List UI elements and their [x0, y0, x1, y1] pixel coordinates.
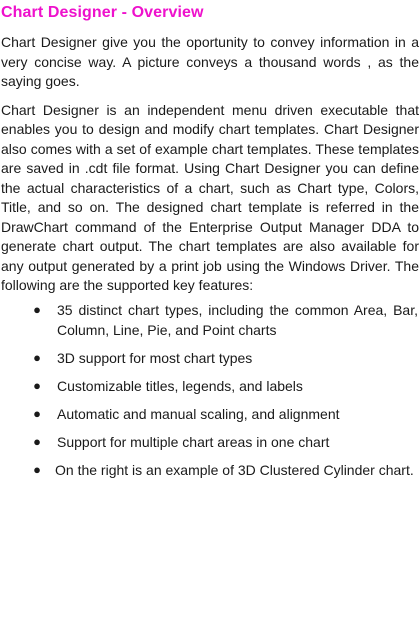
feature-item: [0, 300, 420, 340]
page-title: Chart Designer - Overview: [1, 4, 204, 21]
feature-item: [0, 432, 420, 452]
bullet-icon: ●: [33, 461, 41, 477]
bullet-icon: ●: [33, 405, 41, 421]
bullet-icon: ●: [33, 377, 41, 393]
feature-item: [0, 404, 420, 424]
feature-item: [0, 460, 420, 480]
feature-text: 3D support for most chart types: [57, 349, 253, 366]
feature-text: 35 distinct chart types, including the common Area, Bar, Column, Line, Pie, and Point charts: [57, 301, 418, 338]
intro-paragraph: Chart Designer give you the oportunity to convey information in a very concise way. A picture conveys a thousand words , as the saying goes.: [1, 34, 419, 89]
feature-list: [0, 300, 420, 480]
feature-text: Automatic and manual scaling, and alignment: [57, 405, 340, 422]
feature-item: [0, 348, 420, 368]
bullet-icon: ●: [33, 433, 41, 449]
feature-text: Customizable titles, legends, and labels: [57, 377, 303, 394]
bullet-icon: ●: [33, 349, 41, 365]
feature-text: Support for multiple chart areas in one chart: [57, 433, 330, 450]
description-paragraph: Chart Designer is an independent menu driven executable that enables you to design and modify chart templates. Chart Designer also comes with a set of example chart templates. These templates are saved in .cdt file format. Using Chart Designer you can define the actual characteristics of a chart, such as Chart type, Colors, Title, and so on. The designed chart template is referred in the DrawChart command of the Enterprise Output Manager DDA to generate chart output. The chart templates are also available for any output generated by a print job using the Windows Driver. The following are the supported key features:: [1, 101, 419, 293]
feature-item: [0, 376, 420, 396]
feature-text: On the right is an example of 3D Clustered Cylinder chart.: [55, 461, 414, 478]
bullet-icon: ●: [33, 301, 41, 317]
